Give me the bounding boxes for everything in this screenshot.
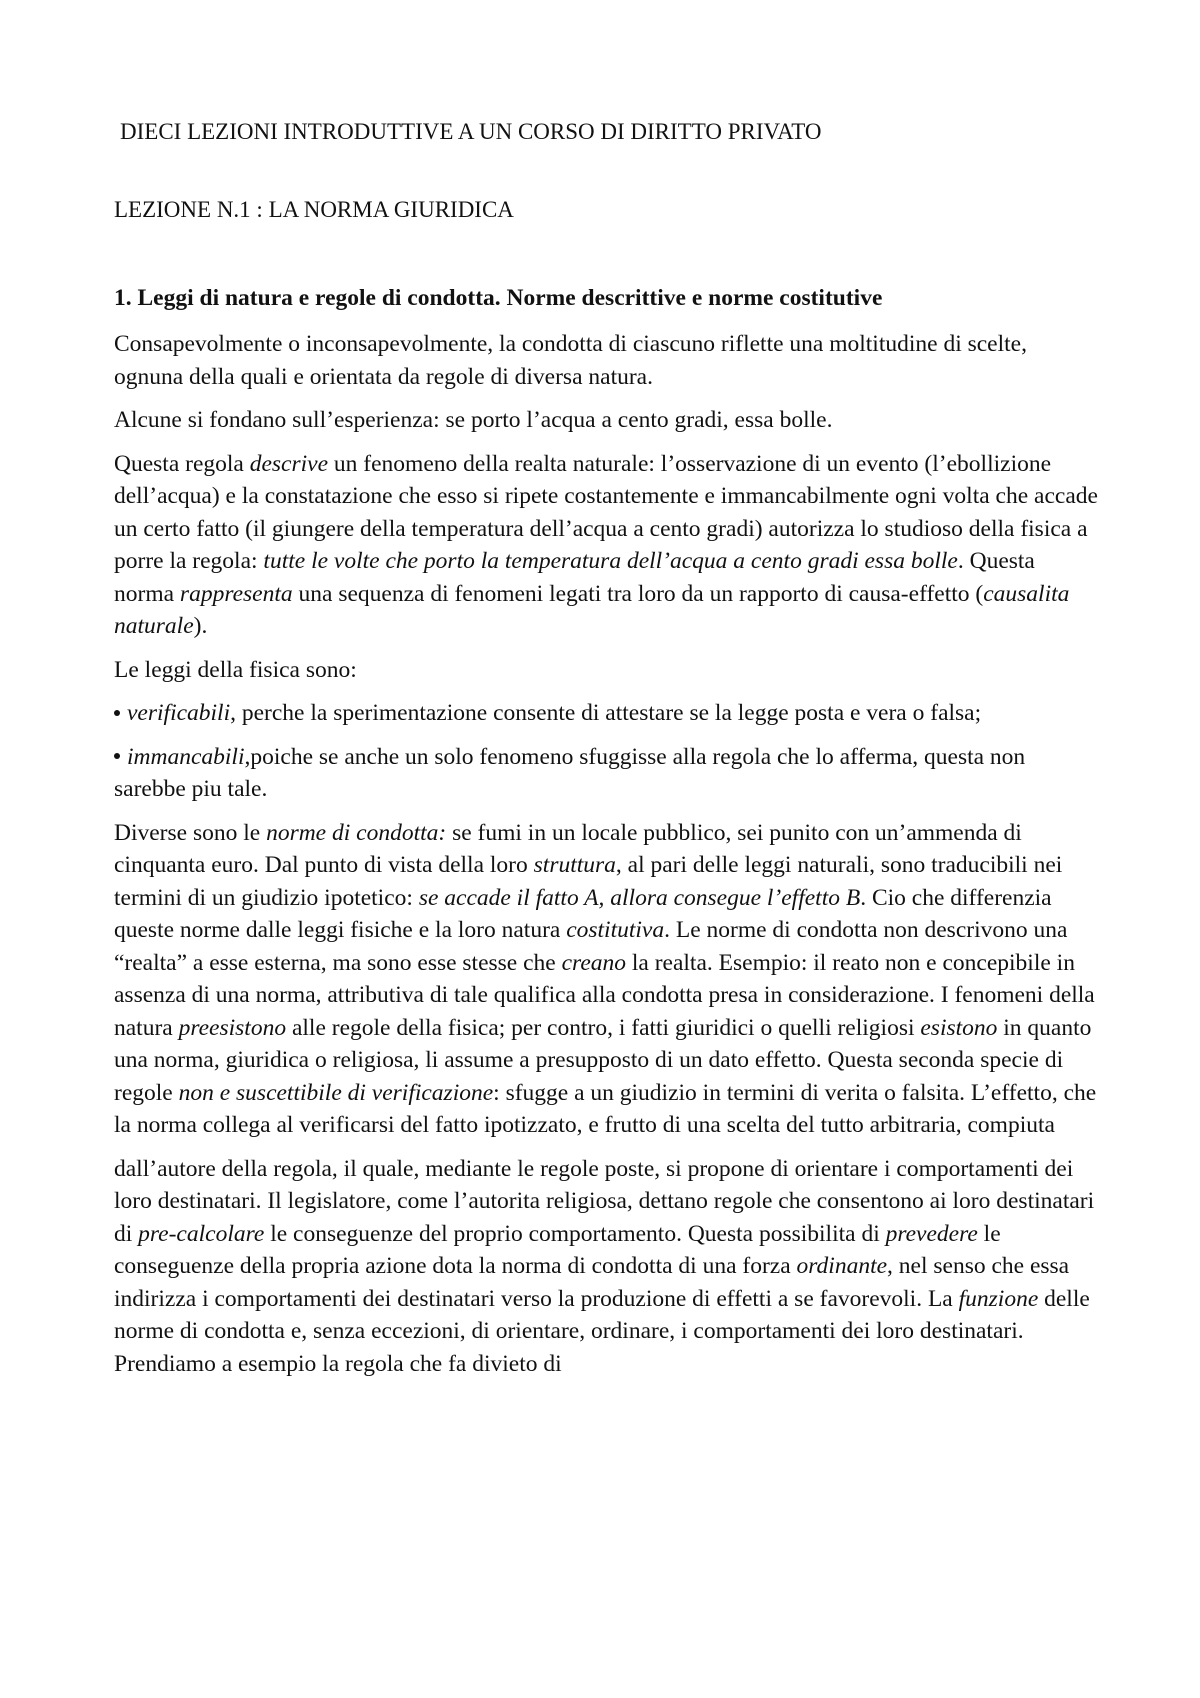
bullet-text: ,poiche se anche un solo fenomeno sfuggisse alla regola che lo afferma, questa non sarebbe piu tale. bbox=[114, 743, 1026, 802]
bullet-item-2 bbox=[114, 741, 1099, 806]
italic-term: creano bbox=[561, 949, 626, 976]
paragraph-3-text: . Questa norma bbox=[114, 548, 1035, 607]
italic-term: struttura bbox=[533, 852, 616, 878]
italic-term: esistono bbox=[920, 1014, 998, 1041]
paragraph-3-text: un fenomeno della realta naturale: l’osservazione di un evento (l’ebollizione dell’acqua) e la constatazione che esso si ripete costantemente e immancabilmente ogni volta che accade un certo fatto (il giungere della temperatura dell’acqua a cento gradi) autorizza lo studioso della fisica a porre la regola: bbox=[114, 450, 1098, 574]
paragraph-5-text: se fumi in un locale pubblico, sei punito con un’ammenda di cinquanta euro. Dal punto di vista della loro bbox=[114, 819, 1022, 878]
paragraph-6-text: le conseguenze del proprio comportamento. Questa possibilita di bbox=[264, 1220, 886, 1247]
paragraph-5-text: alle regole della fisica; per contro, i fatti giuridici o quelli religiosi bbox=[286, 1014, 921, 1041]
italic-term: tutte le volte che porto la temperatura dell’acqua a cento gradi essa bolle bbox=[263, 548, 958, 574]
italic-term: immancabili bbox=[127, 743, 245, 770]
paragraph-2: Alcune si fondano sull’esperienza: se porto l’acqua a cento gradi, essa bolle. bbox=[114, 407, 833, 433]
paragraph-5-text: : sfugge a un giudizio in termini di verita o falsita. L’effetto, che la norma collega al verificarsi del fatto ipotizzato, e frutto di una scelta del tutto arbitraria, compiuta bbox=[114, 1079, 1097, 1138]
italic-term: non e suscettibile di verificazione bbox=[178, 1079, 494, 1106]
paragraph-6-text: delle norme di condotta e, senza eccezioni, di orientare, ordinare, i comportamenti dei loro destinatari. Prendiamo a esempio la regola che fa divieto di bbox=[114, 1285, 1090, 1377]
paragraph-4: Le leggi della fisica sono: bbox=[114, 656, 357, 683]
paragraph-6 bbox=[114, 1153, 1099, 1381]
paragraph-5-text: Diverse sono le bbox=[114, 819, 267, 846]
bullet-icon bbox=[114, 753, 120, 759]
paragraph-6-text: le conseguenze della propria azione dota la norma di condotta di una forza bbox=[114, 1220, 1001, 1279]
paragraph-3 bbox=[114, 448, 1099, 643]
italic-term: preesistono bbox=[178, 1014, 287, 1041]
italic-term: ordinante bbox=[796, 1253, 888, 1279]
paragraph-1: Consapevolmente o inconsapevolmente, la condotta di ciascuno riflette una moltitudine di scelte, ognuna della quali e orientata da regole di diversa natura. bbox=[114, 331, 1027, 390]
italic-term: pre-calcolare bbox=[138, 1220, 265, 1247]
bullet-text: , perche la sperimentazione consente di attestare se la legge posta e vera o falsa; bbox=[230, 700, 982, 726]
italic-term: descrive bbox=[249, 450, 329, 477]
italic-term: prevedere bbox=[885, 1220, 978, 1247]
paragraph-3-text: una sequenza di fenomeni legati tra loro da un rapporto di causa-effetto ( bbox=[292, 580, 984, 607]
italic-term: rappresenta bbox=[179, 580, 293, 607]
italic-term: funzione bbox=[958, 1285, 1039, 1312]
italic-term: se accade il fatto A, allora consegue l’effetto B bbox=[418, 884, 861, 911]
lesson-heading: LEZIONE N.1 : LA NORMA GIURIDICA bbox=[114, 197, 514, 222]
paragraph-5-text: in quanto una norma, giuridica o religiosa, li assume a presupposto di un dato effetto. Questa seconda specie di regole bbox=[114, 1014, 1092, 1106]
paragraph-6-text: , nel senso che essa indirizza i comportamenti dei destinatari verso la produzione di effetti a se favorevoli. La bbox=[114, 1253, 1070, 1312]
italic-term: costitutiva bbox=[566, 917, 665, 943]
document-body bbox=[114, 328, 1099, 1391]
paragraph-5-text: . Le norme di condotta non descrivono una “realta” a esse esterna, ma sono esse stesse che bbox=[114, 917, 1068, 976]
paragraph-3-text: ). bbox=[193, 613, 208, 639]
paragraph-5-text: la realta. Esempio: il reato non e concepibile in assenza di una norma, attributiva di tale qualifica alla condotta presa in considerazione. I fenomeni della natura bbox=[114, 949, 1095, 1041]
document-title: DIECI LEZIONI INTRODUTTIVE A UN CORSO DI DIRITTO PRIVATO bbox=[120, 119, 822, 144]
paragraph-5 bbox=[114, 817, 1099, 1142]
bullet-icon bbox=[114, 710, 120, 716]
paragraph-3-text: Questa regola bbox=[114, 450, 250, 477]
paragraph-6-text: dall’autore della regola, il quale, mediante le regole poste, si propone di orientare i comportamenti dei loro destinatari. Il legislatore, come l’autorita religiosa, dettano regole che consentono ai loro destinatari di bbox=[114, 1155, 1095, 1247]
italic-term: causalita naturale bbox=[114, 580, 1070, 639]
italic-term: norme di condotta: bbox=[266, 819, 447, 846]
bullet-item-1 bbox=[114, 697, 1099, 730]
section-heading: 1. Leggi di natura e regole di condotta. Norme descrittive e norme costitutive bbox=[114, 285, 883, 311]
paragraph-5-text: . Cio che differenzia queste norme dalle leggi fisiche e la loro natura bbox=[114, 884, 1052, 943]
italic-term: verificabili bbox=[127, 700, 231, 726]
paragraph-5-text: , al pari delle leggi naturali, sono traducibili nei termini di un giudizio ipotetico: bbox=[114, 852, 1063, 911]
